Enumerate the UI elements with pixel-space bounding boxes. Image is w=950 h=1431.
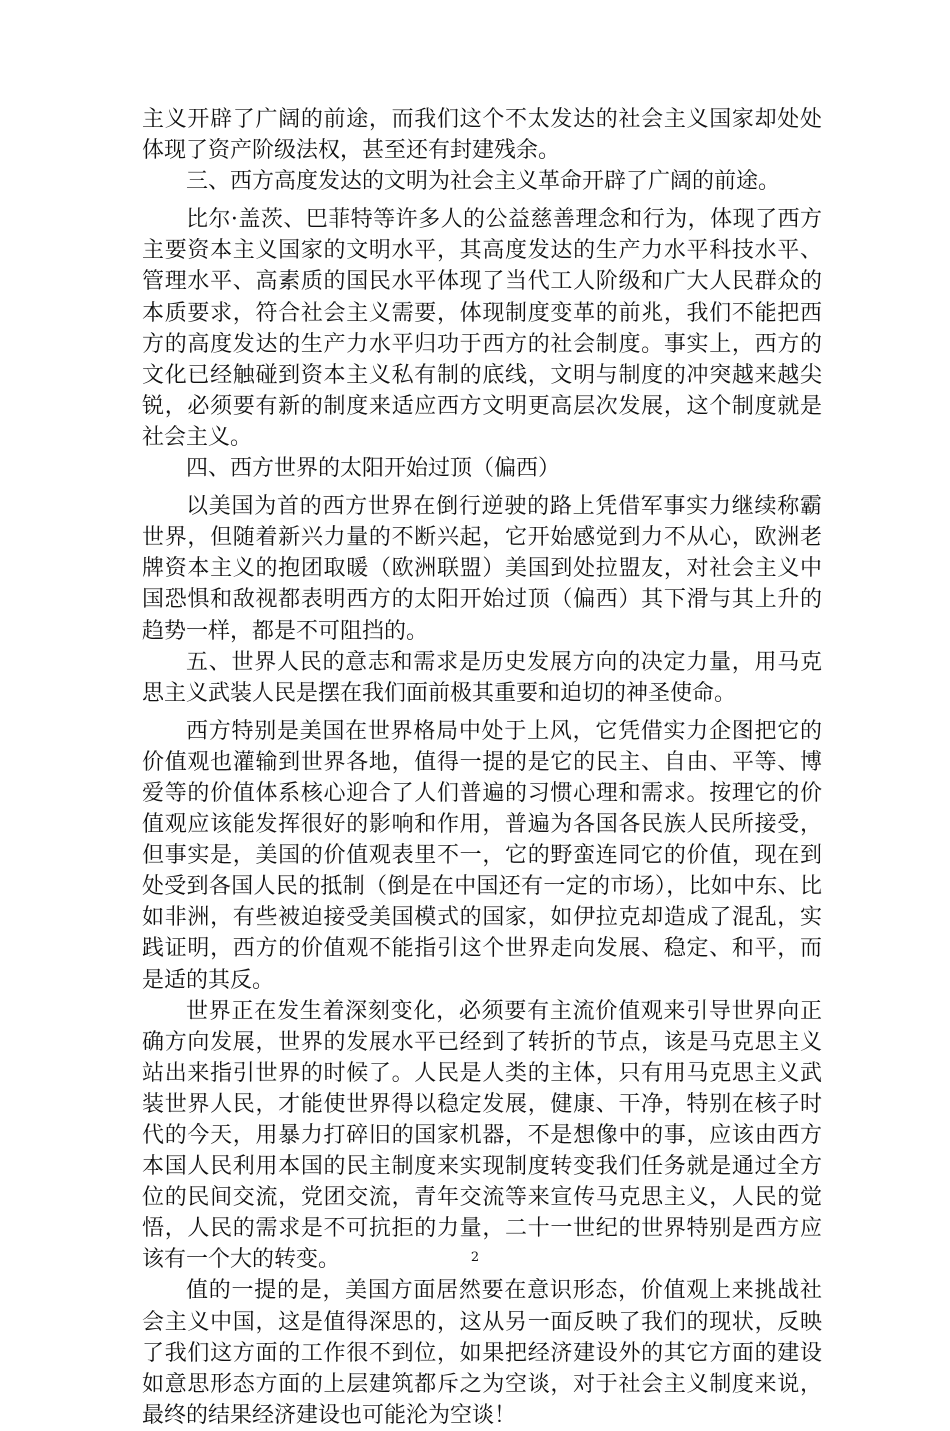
paragraph: 西方特别是美国在世界格局中处于上风，它凭借实力企图把它的价值观也灌输到世界各地，值得一提的是它的民主、自由、平等、博爱等的价值体系核心迎合了人们普遍的习惯心理和需求。按理它的价值观应该能发挥很好的影响和作用，普遍为各国各民族人民所接受，但事实是，美国的价值观表里不一，它的野蛮连同它的价值，现在到处受到各国人民的抵制（倒是在中国还有一定的市场），比如中东、比如非洲，有些被迫接受美国模式的国家，如伊拉克却造成了混乱，实践证明，西方的价值观不能指引这个世界走向发展、稳定、和平，而是适的其反。 [142, 718, 822, 993]
paragraph: 以美国为首的西方世界在倒行逆驶的路上凭借军事实力继续称霸世界，但随着新兴力量的不断兴起，它开始感觉到力不从心，欧洲老牌资本主义的抱团取暖（欧洲联盟）美国到处拉盟友，对社会主义中国恐惧和敌视都表明西方的太阳开始过顶（偏西）其下滑与其上升的趋势一样，都是不可阻挡的。 [142, 494, 822, 644]
section-heading: 四、西方世界的太阳开始过顶（偏西） [186, 456, 561, 482]
paragraph: 值的一提的是，美国方面居然要在意识形态，价值观上来挑战社会主义中国，这是值得深思的，这从另一面反映了我们的现状，反映了我们这方面的工作很不到位，如果把经济建设外的其它方面的建设如意思形态方面的上层建筑都斥之为空谈，对于社会主义制度来说，最终的结果经济建设也可能沦为空谈！ [142, 1278, 822, 1428]
paragraph: 世界正在发生着深刻变化，必须要有主流价值观来引导世界向正确方向发展，世界的发展水平已经到了转折的节点，该是马克思主义站出来指引世界的时候了。人民是人类的主体，只有用马克思主义武装世界人民，才能使世界得以稳定发展，健康、干净，特别在核子时代的今天，用暴力打碎旧的国家机器，不是想像中的事，应该由西方本国人民利用本国的民主制度来实现制度转变我们任务就是通过全方位的民间交流，党团交流，青年交流等来宣传马克思主义，人民的觉悟，人民的需求是不可抗拒的力量，二十一世纪的世界特别是西方应该有一个大的转变。 [142, 998, 822, 1273]
paragraph: 比尔·盖茨、巴菲特等许多人的公益慈善理念和行为，体现了西方主要资本主义国家的文明水平，其高度发达的生产力水平科技水平、管理水平、高素质的国民水平体现了当代工人阶级和广大人民群众的本质要求，符合社会主义需要，体现制度变革的前兆，我们不能把西方的高度发达的生产力水平归功于西方的社会制度。事实上，西方的文化已经触碰到资本主义私有制的底线，文明与制度的冲突越来越尖锐，必须要有新的制度来适应西方文明更高层次发展，这个制度就是社会主义。 [142, 207, 822, 450]
document-body [142, 104, 822, 1431]
page-number: 2 [470, 1250, 480, 1265]
paragraph: 主义开辟了广阔的前途，而我们这个不太发达的社会主义国家却处处体现了资产阶级法权，甚至还有封建残余。 [142, 107, 822, 164]
section-heading: 五、世界人民的意志和需求是历史发展方向的决定力量，用马克思主义武装人民是摆在我们面前极其重要和迫切的神圣使命。 [142, 649, 822, 706]
section-heading: 三、西方高度发达的文明为社会主义革命开辟了广阔的前途。 [186, 169, 781, 195]
